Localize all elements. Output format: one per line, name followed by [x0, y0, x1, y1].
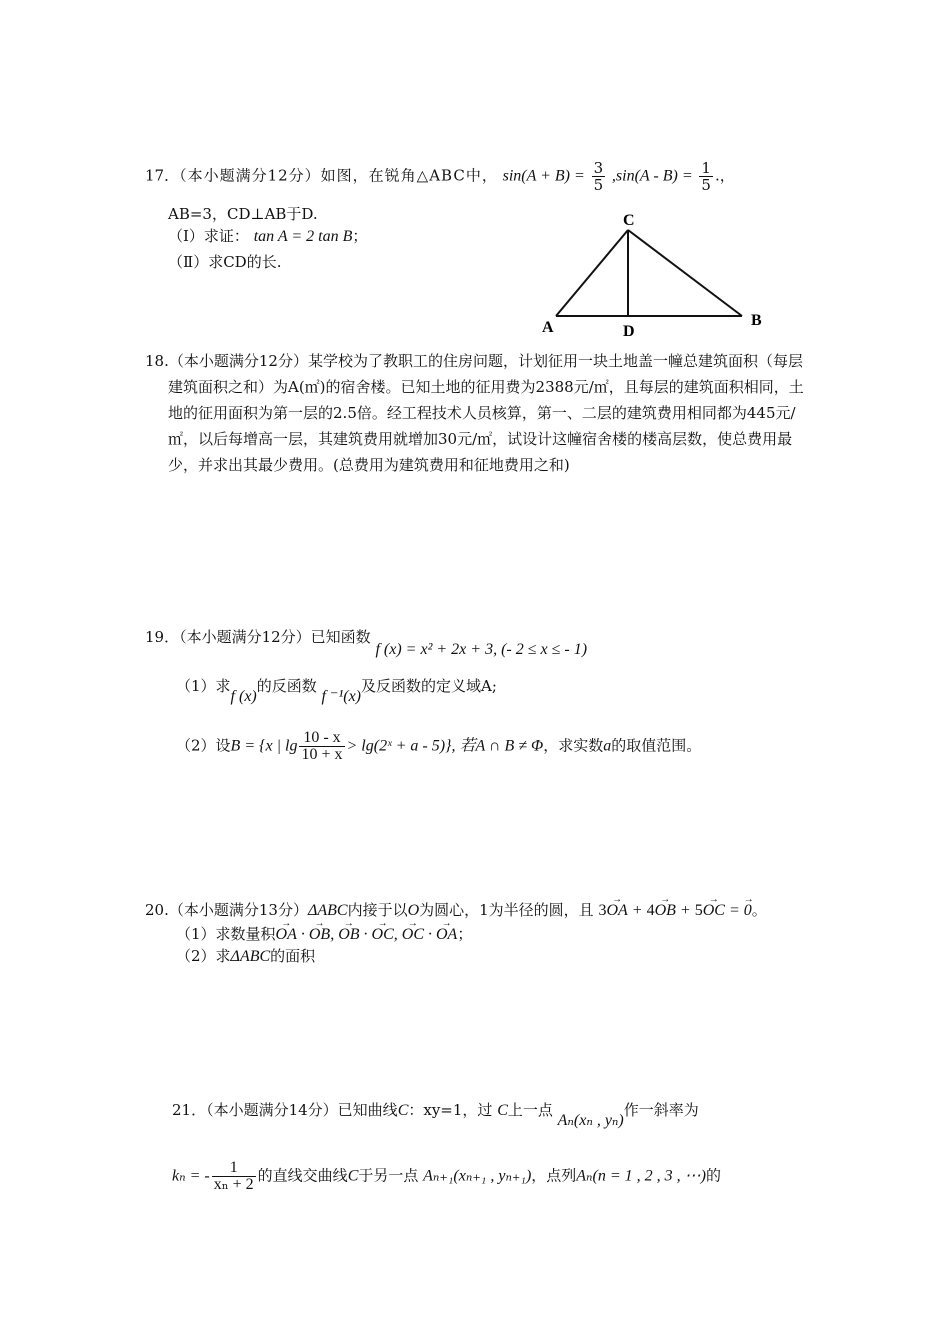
- q20-end: 。: [751, 901, 767, 919]
- q19-p2-fraction: [299, 730, 344, 763]
- q17-f1-den: 5: [593, 176, 604, 194]
- q20-part2: [176, 946, 315, 967]
- q21-l2a: 的直线交曲线: [257, 1166, 348, 1185]
- q21-sequence: Aₙ(n = 1 , 2 , 3 , ⋯): [576, 1167, 706, 1185]
- q21-curve: ：xy=1，过: [408, 1101, 493, 1119]
- triangle-side-cb: [628, 230, 742, 316]
- q21-l2b: 于另一点: [358, 1166, 419, 1185]
- q20-p2-triangle: ΔABC: [230, 948, 271, 965]
- q18-paragraph: 18.（本小题满分12分）某学校为了教职工的住房问题，计划征用一块土地盖一幢总建筑面积（每层建筑面积之和）为A(㎡)的宿舍楼。已知土地的征用费为2388元/㎡，且每层的建筑面积相同，土地的征用面积为第一层的2.5倍。经工程技术人员核算，第一、二层的建筑费用相同都为445元/㎡，以后每增高一层，其建筑费用就增加30元/㎡，试设计这幢宿舍楼的楼高层数，使总费用最少，并求出其最少费用。(总费用为建筑费用和征地费用之和): [145, 352, 804, 474]
- q17-fraction-3-5: [592, 160, 606, 193]
- q20-mid1: 内接于以: [347, 901, 408, 919]
- q21-line1: [172, 1100, 699, 1129]
- q17-tail: .，: [714, 166, 735, 185]
- q21-slope: kₙ = -: [172, 1167, 210, 1185]
- q19-function: f (x) = x² + 2x + 3, (- 2 ≤ x ≤ - 1): [375, 641, 588, 658]
- q21-curve-c: C: [397, 1102, 409, 1119]
- q21-l2c: ，点列: [531, 1166, 577, 1185]
- q21-point-an: Aₙ(xₙ , yₙ): [557, 1112, 624, 1129]
- q17-part2: （Ⅱ）求CD的长.: [168, 253, 282, 271]
- q20-dot-products: → OA · → OB, → OB · → OC, → OC · → OA: [276, 926, 458, 943]
- q21-after: 作一斜率为: [623, 1101, 699, 1119]
- q19-p1-a: （1）求: [176, 677, 231, 695]
- q21-curve-c2: C: [497, 1102, 508, 1119]
- q21-curve-c3: C: [347, 1167, 359, 1185]
- q17-f1-num: 3: [593, 159, 604, 177]
- q20-p2-end: 的面积: [270, 947, 316, 965]
- q20-part1: [176, 924, 472, 945]
- q17-part1-label: （Ⅰ）求证：: [168, 227, 249, 245]
- q19-p2-a-var: a: [603, 737, 612, 755]
- q20-triangle: ΔABC: [307, 902, 348, 919]
- q17-heading: （本小题满分12分）如图，在锐角△ABC中，: [179, 166, 498, 185]
- q21-l2d: 的: [706, 1166, 722, 1185]
- q20-heading: （本小题满分13分）: [168, 901, 308, 919]
- q17-f2-num: 1: [701, 159, 711, 177]
- q17-fraction-1-5: [699, 160, 713, 193]
- q19-p1-b: 的反函数: [256, 677, 317, 695]
- q17-sin-diff: ,sin(A - B) =: [611, 167, 693, 185]
- q20-vector-equation: 3→ OA + 4→ OB + 5→ OC = → 0: [598, 902, 751, 919]
- q19-heading: （本小题满分12分）已知函数: [179, 628, 371, 646]
- q21-number: 21．: [172, 1101, 207, 1119]
- q19-p2-rest: > lg(2ˣ + a - 5)}, 若A ∩ B ≠ Φ: [346, 737, 544, 755]
- q19-p2-set: B = {x | lg: [230, 737, 298, 755]
- q20-p1-label: （1）求数量积: [176, 925, 276, 943]
- triangle-side-ac: [556, 230, 628, 316]
- q20-center-o: O: [407, 902, 420, 919]
- q19-number: 19．: [145, 628, 180, 646]
- label-c: C: [623, 212, 635, 229]
- q19-p1-fx: f (x): [230, 688, 257, 705]
- q19-p1-inverse: f ⁻¹(x): [321, 688, 361, 705]
- q17-f2-den: 5: [701, 176, 711, 194]
- q19-p2-end: 的取值范围。: [611, 736, 702, 755]
- q17-part1: [168, 226, 367, 247]
- q17-line2: AB=3，CD⊥AB于D.: [168, 205, 318, 223]
- q21-point-an1: Aₙ₊₁(xₙ₊₁ , yₙ₊₁): [423, 1167, 532, 1185]
- q21-mid: 上一点: [507, 1101, 553, 1119]
- q21-line2: [172, 1160, 721, 1193]
- q21-heading: （本小题满分14分）已知曲线: [206, 1101, 398, 1119]
- q17-sin-sum: sin(A + B) =: [502, 167, 585, 185]
- label-b: B: [751, 312, 762, 329]
- label-a: A: [542, 319, 554, 336]
- q17-number: 17．: [145, 166, 180, 185]
- q19-part2: [176, 730, 701, 763]
- q17-line1: [145, 160, 735, 193]
- q19-part1: [176, 676, 497, 705]
- q20-p1-end: ；: [457, 925, 473, 943]
- q19-p2-tail: ，求实数: [543, 736, 604, 755]
- q20-number: 20.: [145, 901, 169, 919]
- q19-p1-c: 及反函数的定义域A;: [361, 677, 497, 695]
- q19-line1: [145, 627, 588, 658]
- q21-k-num: 1: [212, 1160, 256, 1177]
- q19-p2-num: 10 - x: [299, 730, 344, 747]
- q21-k-den: xₙ + 2: [213, 1176, 254, 1193]
- q17-part1-tail: ；: [352, 227, 368, 245]
- q17-triangle-figure: [530, 205, 780, 345]
- label-d: D: [623, 323, 635, 340]
- q19-p2-den: 10 + x: [301, 746, 343, 763]
- q20-mid2: 为圆心，1为半径的圆，且: [419, 901, 594, 919]
- q19-p2-a: （2）设: [176, 736, 231, 755]
- q21-slope-fraction: [212, 1160, 256, 1193]
- q17-part1-formula: tan A = 2 tan B: [253, 228, 353, 245]
- q20-p2-label: （2）求: [176, 947, 231, 965]
